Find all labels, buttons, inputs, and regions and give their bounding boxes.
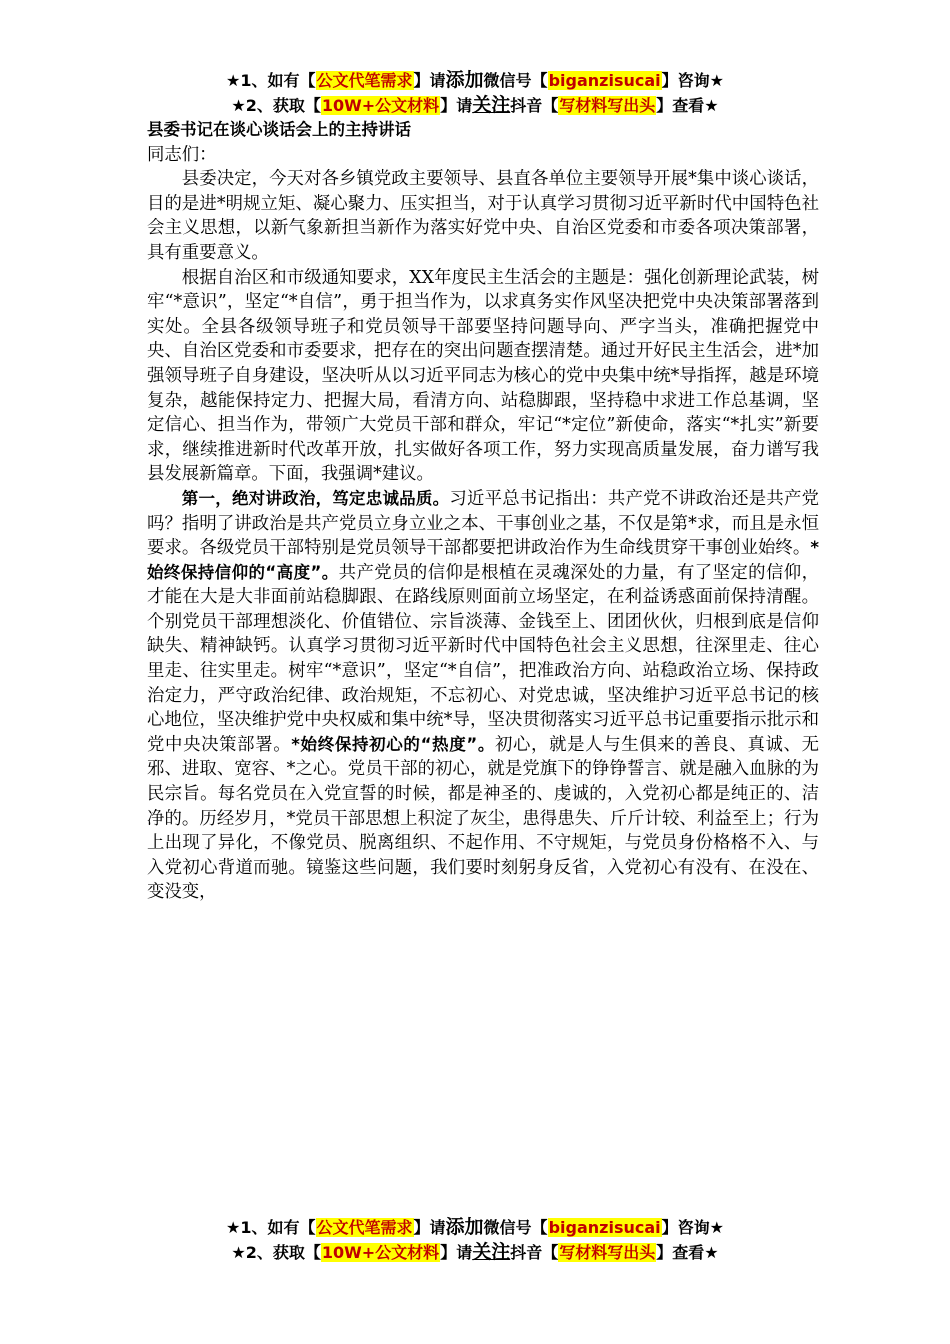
paragraph-3: 第一，绝对讲政治，笃定忠诚品质。习近平总书记指出：共产党不讲政治还是共产党吗？指明了讲政治是共产党员立身立业之本、干事创业之基，不仅是第*求，而且是永恒要求。各级党员干部特别是党员领导干部都要把讲政治作为生命线贯穿干事创业始终。*始终保持信仰的“高度”。共产党员的信仰是根植在灵魂深处的力量，有了坚定的信仰，才能在大是大非面前站稳脚跟、在路线原则面前立场坚定，在利益诱惑面前保持清醒。个别党员干部理想淡化、价值错位、宗旨淡薄、金钱至上、团团伙伙，归根到底是信仰缺失、精神缺钙。认真学习贯彻习近平新时代中国特色社会主义思想，往深里走、往心里走、往实里走。树牢“*意识”，坚定“*自信”，把准政治方向、站稳政治立场、保持政治定力，严守政治纪律、政治规矩，不忘初心、对党忠诚，坚决维护习近平总书记的核心地位，坚决维护党中央权威和集中统*导，坚决贯彻落实习近平总书记重要指示批示和党中央决策部署。*始终保持初心的“热度”。初心，就是人与生俱来的善良、真诚、无邪、进取、宽容、*之心。党员干部的初心，就是党旗下的铮铮誓言、就是融入血脉的为民宗旨。每名党员在入党宣誓的时候，都是神圣的、虔诚的，入党初心都是纯正的、洁净的。历经岁月，*党员干部思想上积淀了灰尘，患得患失、斤斤计较、利益至上；行为上出现了异化，不像党员、脱离组织、不起作用、不守规矩，与党员身份格格不入、与入党初心背道而驰。镜鉴这些问题，我们要时刻躬身反省，入党初心有没有、在没在、变没变， [147,488,820,903]
banner-line-1: ★1、如有【公文代笔需求】请添加微信号【biganzisucai】咨询★ [226,1216,724,1238]
banner-line-1: ★1、如有【公文代笔需求】请添加微信号【biganzisucai】咨询★ [226,69,724,91]
section-subheading-2: *始终保持初心的“热度”。 [291,734,495,754]
banner-line-2: ★2、获取【10W+公文材料】请关注抖音【写材料写出头】查看★ [231,1241,719,1263]
highlight-materials: 10W+公文材料 [321,96,440,115]
header-banner [0,68,950,118]
highlight-service: 公文代笔需求 [316,1218,413,1237]
salutation: 同志们： [147,144,217,165]
highlight-wechat-id: biganzisucai [548,1218,661,1237]
section-heading-1: 第一，绝对讲政治，笃定忠诚品质。 [181,488,450,508]
document-title: 县委书记在谈心谈话会上的主持讲话 [147,120,411,139]
document-body [147,118,819,905]
highlight-service: 公文代笔需求 [316,71,413,90]
banner-line-2: ★2、获取【10W+公文材料】请关注抖音【写材料写出头】查看★ [231,94,719,116]
paragraph-1: 县委决定，今天对各乡镇党政主要领导、县直各单位主要领导开展*集中谈心谈话，目的是进*明规立矩、凝心聚力、压实担当，对于认真学习贯彻习近平新时代中国特色社会主义思想，以新气象新担当新作为落实好党中央、自治区党委和市委各项决策部署，具有重要意义。 [147,169,819,263]
highlight-douyin: 写材料写出头 [559,96,656,115]
footer-banner [0,1215,950,1265]
highlight-materials: 10W+公文材料 [321,1243,440,1262]
paragraph-2: 根据自治区和市级通知要求，XX年度民主生活会的主题是：强化创新理论武装，树牢“*意识”，坚定“*自信”，勇于担当作为，以求真务实作风坚决把党中央决策部署落到实处。全县各级领导班子和党员领导干部要坚持问题导向、严字当头，准确把握党中央、自治区党委和市委要求，把存在的突出问题查摆清楚。通过开好民主生活会，进*加强领导班子自身建设，坚决听从以习近平同志为核心的党中央集中统*导指挥，越是环境复杂，越能保持定力、把握大局，看清方向、站稳脚跟，坚持稳中求进工作总基调，坚定信心、担当作为，带领广大党员干部和群众，牢记“*定位”新使命，落实“*扎实”新要求，继续推进新时代改革开放，扎实做好各项工作，努力实现高质量发展，奋力谱写我县发展新篇章。下面，我强调*建议。 [147,267,819,485]
highlight-douyin: 写材料写出头 [559,1243,656,1262]
highlight-wechat-id: biganzisucai [548,71,661,90]
section-subheading-1: *始终保持信仰的“高度”。 [147,538,819,582]
